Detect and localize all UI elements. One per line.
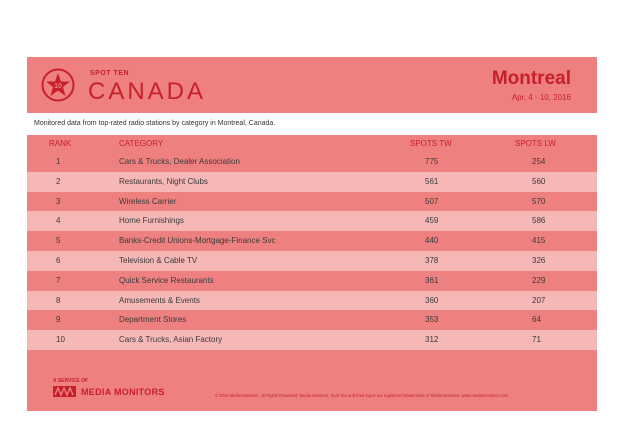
cell-tw: 378 [425,255,439,265]
table-row [27,271,597,291]
cell-lw: 254 [532,157,546,166]
table-row [27,152,597,172]
cell-tw: 353 [425,315,439,325]
cell-category: Amusements & Events [119,295,200,305]
copyright-text: © 2016 Media Monitors. All Rights Reserved. Media Monitors, Spot Ten and their logos are registered trademarks of Media Monitors. www.mediamonitors.com [215,393,509,398]
cell-lw: 560 [532,176,546,186]
table-body [27,152,597,350]
logo-number: 10 [54,83,62,90]
table-row [27,192,597,212]
table-row [27,231,597,251]
media-monitors-logo-icon [53,386,76,397]
cell-category: Department Stores [119,315,187,325]
description-text: Monitored data from top-rated radio stations by category in Montreal, Canada. [34,120,276,127]
cell-lw: 229 [532,275,546,285]
cell-rank: 9 [56,315,61,325]
footer [27,372,597,411]
table-row [27,211,597,231]
table-row [27,172,597,192]
cell-tw: 775 [425,157,439,166]
service-label: A SERVICE OF [53,378,89,384]
cell-tw: 507 [425,196,439,206]
description-bar [27,113,597,135]
table-row [27,310,597,330]
table-row [27,251,597,271]
cell-rank: 7 [56,275,61,285]
cell-category: Home Furnishings [119,216,184,226]
cell-rank: 2 [56,176,61,186]
cell-rank: 4 [56,216,61,226]
column-spots-lw: SPOTS LW [515,139,556,148]
cell-category: Cars & Trucks, Dealer Association [119,157,240,166]
cell-rank: 1 [56,157,61,166]
cell-rank: 10 [56,335,65,345]
cell-category: Quick Service Restaurants [119,275,214,285]
table-header [27,135,597,152]
cell-lw: 570 [532,196,546,206]
city-title: Montreal [491,68,571,89]
cell-category: Cars & Trucks, Asian Factory [119,335,223,345]
cell-category: Wireless Carrier [119,196,177,206]
cell-rank: 3 [56,196,61,206]
report-header [27,57,597,113]
spot-ten-logo-icon [41,68,75,102]
cell-lw: 415 [532,236,546,246]
cell-tw: 561 [425,176,439,186]
company-name: MEDIA MONITORS [81,387,165,397]
column-spots-tw: SPOTS TW [410,139,452,148]
column-category: CATEGORY [119,139,164,148]
cell-lw: 586 [532,216,546,226]
cell-rank: 5 [56,236,61,246]
cell-lw: 64 [532,315,541,325]
cell-tw: 312 [425,335,439,345]
cell-lw: 207 [532,295,546,305]
table-row [27,291,597,311]
cell-category: Banks-Credit Unions-Mortgage-Finance Svc [119,236,276,246]
cell-category: Restaurants, Night Clubs [119,176,208,186]
cell-tw: 360 [425,295,439,305]
cell-tw: 459 [425,216,439,226]
date-range: Apr. 4 - 10, 2016 [511,93,571,102]
brand-spot-ten: SPOT TEN [90,70,130,77]
cell-tw: 440 [425,236,439,246]
cell-tw: 361 [425,275,439,285]
cell-rank: 6 [56,255,61,265]
brand-canada: CANADA [88,78,207,105]
cell-category: Television & Cable TV [119,255,198,265]
cell-lw: 326 [532,255,546,265]
table-row [27,330,597,350]
column-rank: RANK [49,139,72,148]
cell-lw: 71 [532,335,541,345]
report-card [27,57,597,411]
cell-rank: 8 [56,295,61,305]
